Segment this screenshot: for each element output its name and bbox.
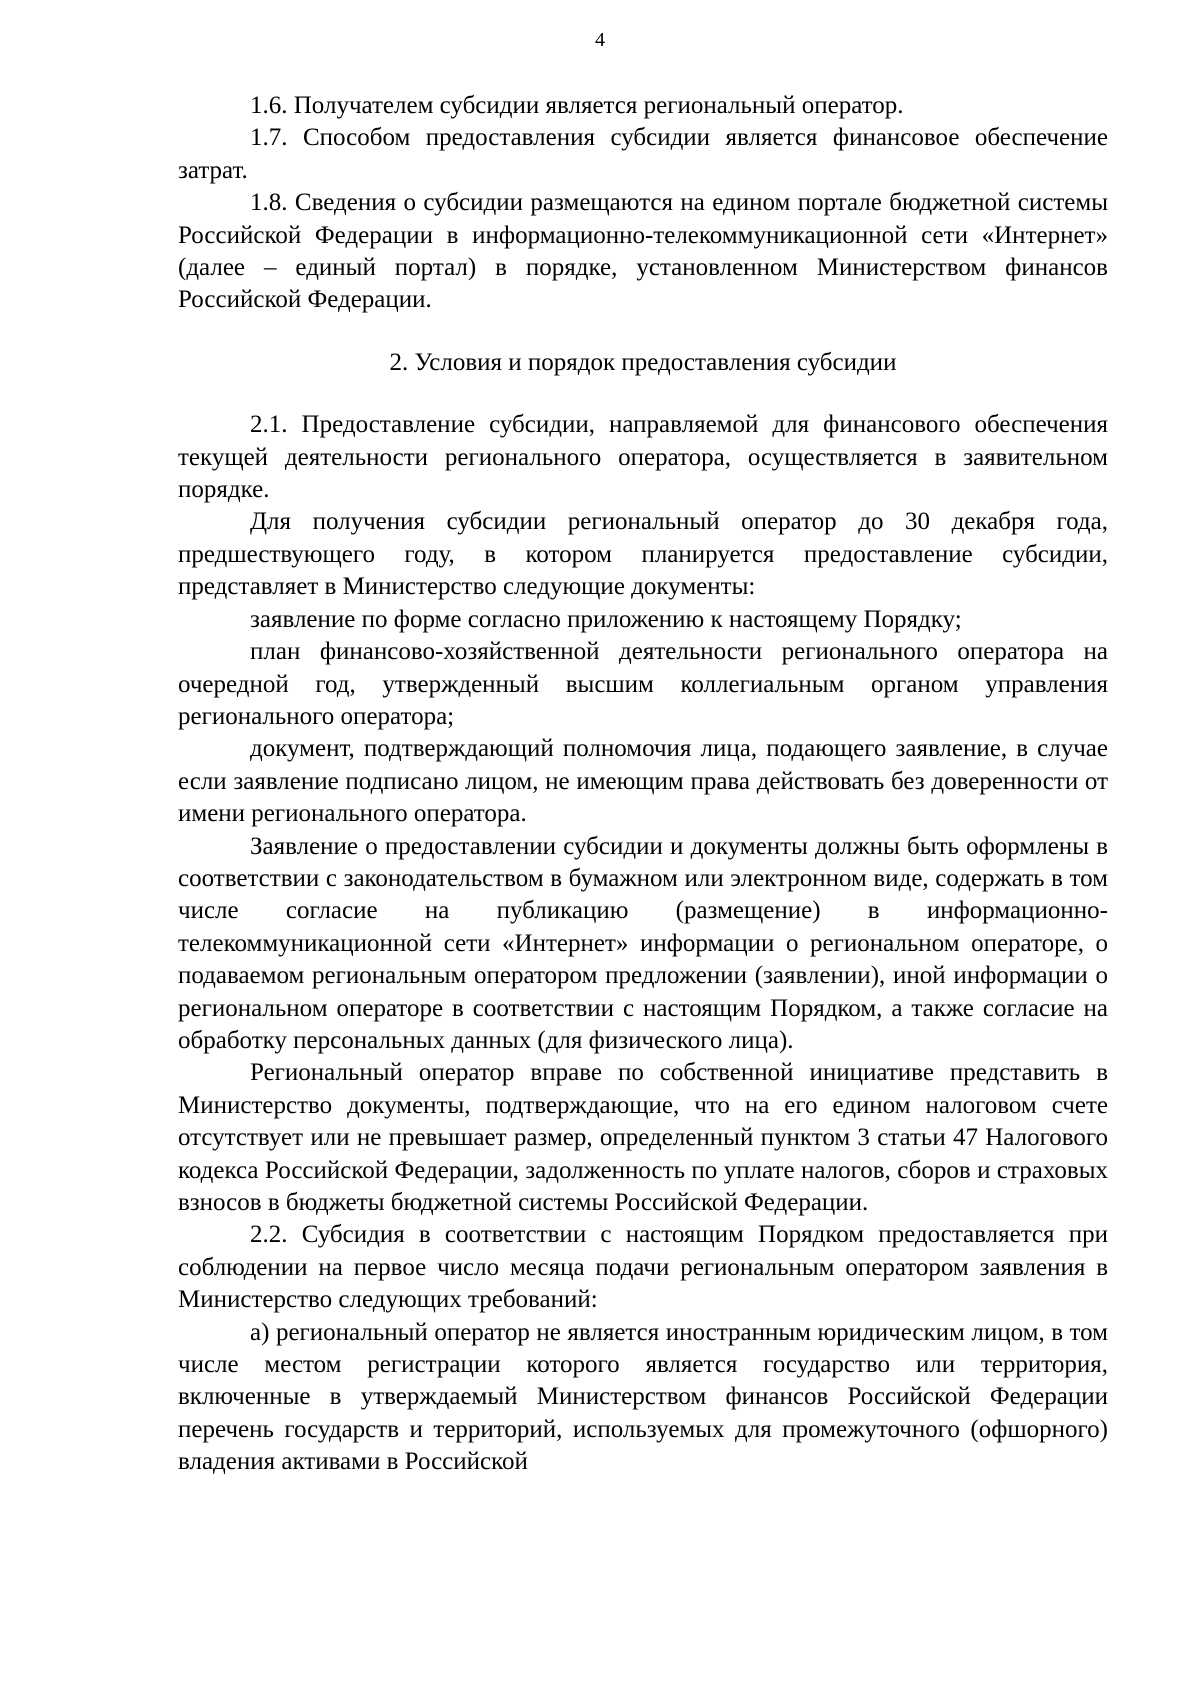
paragraph-doc-plan: план финансово-хозяйственной деятельности регионального оператора на очередной год, утвержденный высшим коллегиальным органом управления регионального оператора; [178,638,1108,730]
paragraph-1-6: 1.6. Получателем субсидии является региональный оператор. [250,92,904,119]
page-number: 4 [595,29,605,51]
document-body [178,90,1108,1479]
paragraph-tax-documents: Региональный оператор вправе по собственной инициативе представить в Министерство документы, подтверждающие, что на его едином налоговом счете отсутствует или не превышает размер, определенный пунктом 3 статьи 47 Налогового кодекса Российской Федерации, задолженность по уплате налогов, сборов и страховых взносов в бюджеты бюджетной системы Российской Федерации. [178,1059,1108,1216]
paragraph-application-format: Заявление о предоставлении субсидии и документы должны быть оформлены в соответствии с законодательством в бумажном или электронном виде, содержать в том числе согласие на публикацию (размещение) в информационно-телекоммуникационной сети «Интернет» информации о региональном операторе, о подаваемом региональным оператором предложении (заявлении), иной информации о региональном операторе в соответствии с настоящим Порядком, а также согласие на обработку персональных данных (для физического лица). [178,832,1108,1054]
paragraph-application-deadline: Для получения субсидии региональный оператор до 30 декабря года, предшествующего году, в котором планируется предоставление субсидии, представляет в Министерство следующие документы: [178,508,1108,601]
section-2-heading: 2. Условия и порядок предоставления субсидии [389,348,897,376]
paragraph-requirement-a: а) региональный оператор не является иностранным юридическим лицом, в том числе местом регистрации которого является государство или территория, включенные в утверждаемый Министерством финансов Российской Федерации перечень государств и территорий, используемых для промежуточного (офшорного) владения активами в Российской [178,1318,1108,1476]
paragraph-doc-authority: документ, подтверждающий полномочия лица, подающего заявление, в случае если заявление подписано лицом, не имеющим права действовать без доверенности от имени регионального оператора. [178,735,1108,828]
paragraph-1-7: 1.7. Способом предоставления субсидии является финансовое обеспечение затрат. [178,124,1108,184]
paragraph-2-1: 2.1. Предоставление субсидии, направляемой для финансового обеспечения текущей деятельности регионального оператора, осуществляется в заявительном порядке. [178,411,1108,504]
paragraph-2-2: 2.2. Субсидия в соответствии с настоящим Порядком предоставляется при соблюдении на первое число месяца подачи региональным оператором заявления в Министерство следующих требований: [178,1221,1108,1314]
paragraph-1-8: 1.8. Сведения о субсидии размещаются на едином портале бюджетной системы Российской Федерации в информационно-телекоммуникационной сети «Интернет» (далее – единый портал) в порядке, установленном Министерством финансов Российской Федерации. [178,189,1108,314]
paragraph-doc-application: заявление по форме согласно приложению к настоящему Порядку; [250,605,962,633]
